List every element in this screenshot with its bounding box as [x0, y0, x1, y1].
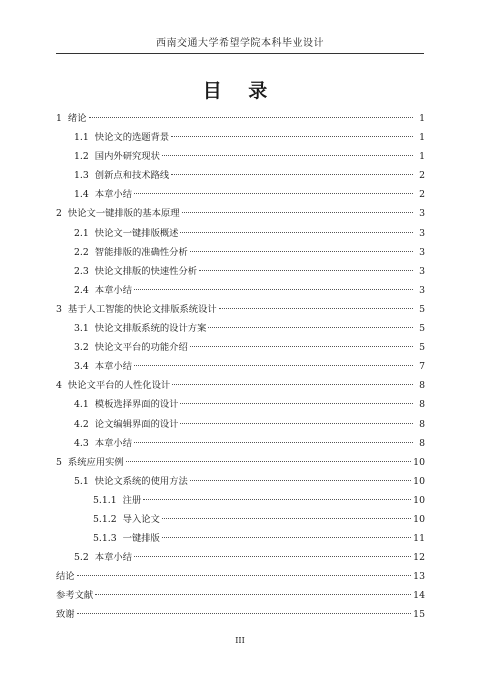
toc-entry-number: 4: [56, 380, 62, 392]
toc-entry[interactable]: [56, 415, 425, 434]
toc-entry-title: 绪论: [67, 113, 87, 124]
toc-entry-title: 本章小结: [94, 437, 132, 449]
toc-entry-title: 模板选择界面的设计: [94, 399, 179, 411]
dot-leader: [180, 403, 413, 404]
toc-entry-page: 2: [419, 170, 425, 182]
toc-entry[interactable]: [56, 204, 425, 223]
toc-entry-title: 注册: [122, 494, 142, 506]
toc-entry-number: 3: [56, 303, 62, 315]
dot-leader: [190, 251, 413, 252]
toc-entry-number: 3.1: [74, 323, 89, 335]
toc-entry-number: 1.2: [74, 151, 89, 163]
dot-leader: [95, 594, 411, 595]
dot-leader: [180, 423, 413, 424]
toc-entry[interactable]: [56, 453, 425, 472]
toc-entry-page: 3: [419, 208, 425, 220]
toc-entry-page: 10: [413, 475, 425, 487]
toc-entry-page: 3: [419, 284, 425, 296]
dot-leader: [162, 518, 411, 519]
toc-entry[interactable]: [56, 166, 425, 185]
toc-entry-page: 1: [419, 113, 425, 124]
toc-entry-number: 4.3: [74, 437, 89, 449]
toc-entry-title: 一键排版: [122, 533, 160, 545]
toc-entry-title: 快论文系统的使用方法: [94, 475, 188, 487]
toc-entry-title: 本章小结: [94, 552, 132, 564]
toc-entry-page: 14: [413, 590, 425, 602]
toc-entry[interactable]: [56, 529, 425, 548]
toc-entry[interactable]: [56, 395, 425, 414]
dot-leader: [180, 232, 413, 233]
dot-leader: [77, 575, 412, 576]
toc-entry-page: 8: [419, 418, 425, 430]
dot-leader: [134, 556, 411, 557]
toc-entry[interactable]: [56, 185, 425, 204]
toc-entry[interactable]: [56, 567, 425, 586]
toc-entry-page: 3: [419, 227, 425, 239]
toc-entry-page: 7: [419, 361, 425, 373]
dot-leader: [199, 270, 413, 271]
toc-entry-number: 5.1.3: [93, 533, 117, 545]
dot-leader: [190, 480, 411, 481]
toc-entry-page: 8: [419, 380, 425, 392]
toc-entry-title: 本章小结: [94, 361, 132, 373]
toc-entry-page: 10: [413, 513, 425, 525]
page-number: III: [235, 636, 245, 645]
dot-leader: [208, 327, 413, 328]
toc-entry[interactable]: [56, 376, 425, 395]
dot-leader: [219, 308, 413, 309]
toc-entry[interactable]: [56, 510, 425, 529]
toc-entry-title: 导入论文: [122, 513, 160, 525]
toc-entry-number: 5.1.1: [93, 494, 117, 506]
toc-entry-title: 智能排版的准确性分析: [94, 246, 188, 258]
toc-entry-number: 2.4: [74, 284, 89, 296]
toc-entry-page: 12: [413, 552, 425, 564]
toc-entry-number: 1: [56, 113, 62, 124]
toc-entry[interactable]: [56, 109, 425, 128]
dot-leader: [162, 155, 413, 156]
toc-entry[interactable]: [56, 281, 425, 300]
dot-leader: [171, 136, 413, 137]
toc-entry-number: 1.3: [74, 170, 89, 182]
toc-entry-number: 2.3: [74, 265, 89, 277]
toc-entry-number: 4.2: [74, 418, 89, 430]
toc-entry-number: 4.1: [74, 399, 89, 411]
toc-entry-page: 1: [419, 151, 425, 163]
toc-entry-page: 5: [419, 342, 425, 354]
dot-leader: [134, 289, 413, 290]
dot-leader: [134, 193, 413, 194]
toc-entry-number: 2.2: [74, 246, 89, 258]
toc-entry-number: 5.2: [74, 552, 89, 564]
dot-leader: [143, 499, 411, 500]
toc-entry-page: 3: [419, 265, 425, 277]
toc-entry[interactable]: [56, 605, 425, 624]
toc-entry-page: 5: [419, 323, 425, 335]
toc-entry-page: 15: [413, 609, 425, 621]
toc-entry-title: 快论文一键排版概述: [94, 227, 179, 239]
toc-entry-title: 国内外研究现状: [94, 151, 160, 163]
toc-entry-page: 3: [419, 246, 425, 258]
toc-entry-page: 2: [419, 189, 425, 201]
dot-leader: [162, 537, 411, 538]
toc-entry[interactable]: [56, 243, 425, 262]
toc-entry[interactable]: [56, 357, 425, 376]
toc-entry-number: 5.1.2: [93, 513, 117, 525]
toc-entry[interactable]: [56, 586, 425, 605]
toc-entry[interactable]: [56, 491, 425, 510]
toc-entry-page: 10: [413, 456, 425, 468]
toc-entry[interactable]: [56, 434, 425, 453]
toc-entry[interactable]: [56, 300, 425, 319]
toc-entry-title: 快论文排版系统的设计方案: [94, 323, 207, 335]
toc-entry[interactable]: [56, 262, 425, 281]
toc-entry[interactable]: [56, 224, 425, 243]
toc-entry-number: 5: [56, 456, 62, 468]
toc-entry[interactable]: [56, 338, 425, 357]
toc-entry[interactable]: [56, 319, 425, 338]
dot-leader: [126, 461, 411, 462]
toc-entry[interactable]: [56, 472, 425, 491]
page-header: 西南交通大学希望学院本科毕业设计: [56, 34, 424, 54]
toc-entry-page: 8: [419, 437, 425, 449]
dot-leader: [182, 212, 414, 213]
dot-leader: [77, 613, 412, 614]
toc-entry-page: 1: [419, 132, 425, 144]
toc-entry-title: 快论文一键排版的基本原理: [67, 208, 180, 220]
toc-entry-number: 1.1: [74, 132, 89, 144]
dot-leader: [89, 117, 413, 118]
toc-entry-title: 快论文平台的人性化设计: [67, 380, 171, 392]
toc-entry[interactable]: [56, 128, 425, 147]
toc-entry-title: 本章小结: [94, 189, 132, 201]
dot-leader: [171, 174, 413, 175]
toc-entry-title: 快论文的选题背景: [94, 132, 170, 144]
toc-title: 目 录: [202, 80, 278, 102]
toc-entry[interactable]: [56, 548, 425, 567]
toc-entry-title: 快论文排版的快速性分析: [94, 265, 198, 277]
dot-leader: [134, 365, 413, 366]
toc-entry-page: 11: [413, 533, 425, 545]
table-of-contents: [56, 109, 425, 625]
toc-entry-page: 10: [413, 494, 425, 506]
toc-entry-number: 5.1: [74, 475, 89, 487]
toc-entry-number: 2.1: [74, 227, 89, 239]
toc-entry-title: 结论: [56, 571, 75, 583]
toc-entry-number: 2: [56, 208, 62, 220]
toc-entry-page: 8: [419, 399, 425, 411]
toc-entry-page: 13: [413, 571, 425, 583]
toc-entry-title: 论文编辑界面的设计: [94, 418, 179, 430]
dot-leader: [190, 346, 413, 347]
toc-entry-number: 3.2: [74, 342, 89, 354]
toc-entry-page: 5: [419, 303, 425, 315]
dot-leader: [134, 442, 413, 443]
toc-entry-title: 基于人工智能的快论文排版系统设计: [67, 303, 217, 315]
toc-entry-title: 参考文献: [56, 590, 94, 602]
toc-entry-title: 本章小结: [94, 284, 132, 296]
toc-entry-title: 致谢: [56, 609, 75, 621]
toc-entry[interactable]: [56, 147, 425, 166]
toc-entry-title: 系统应用实例: [67, 456, 124, 468]
toc-entry-number: 1.4: [74, 189, 89, 201]
dot-leader: [172, 384, 413, 385]
toc-entry-title: 创新点和技术路线: [94, 170, 170, 182]
toc-entry-number: 3.4: [74, 361, 89, 373]
toc-entry-title: 快论文平台的功能介绍: [94, 342, 188, 354]
